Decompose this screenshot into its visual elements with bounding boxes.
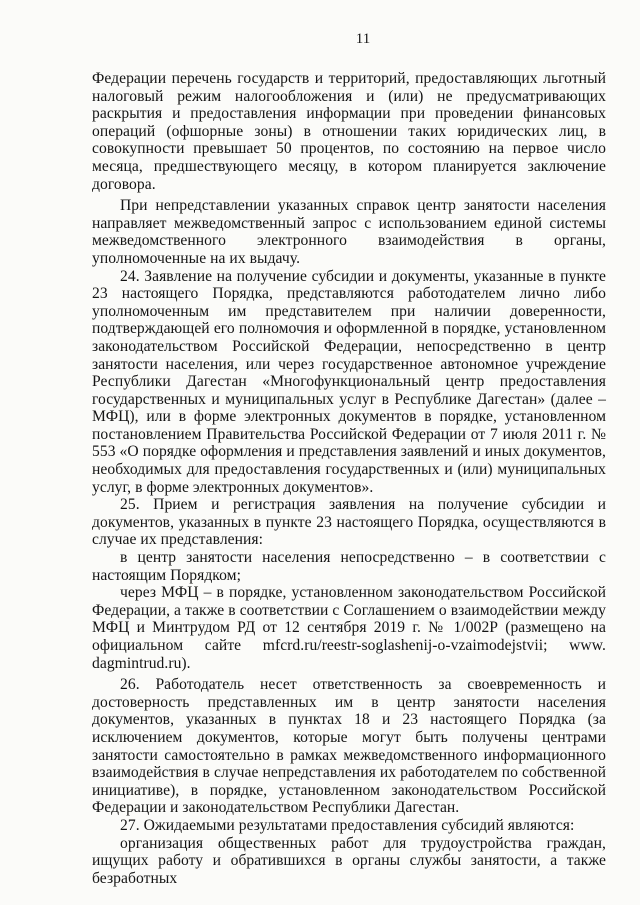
paragraph-interagency-request: При непредставлении указанных справок центр занятости населения направляет межведомственный запрос с использованием единой системы межведомственного электронного взаимодействия в органы, уполномоченные на их выдачу. bbox=[92, 197, 606, 267]
paragraph-item-27-public-works: организация общественных работ для трудоустройства граждан, ищущих работу и обратившихся в органы службы занятости, а также безработных bbox=[92, 834, 606, 887]
paragraph-item-24: 24. Заявление на получение субсидии и документы, указанные в пункте 23 настоящего Порядка, представляются работодателем лично либо уполномоченным им представителем при наличии доверенности, подтверждающей его полномочия и оформленной в порядке, установленном законодательством Российской Федерации, непосредственно в центр занятости населения, или через государственное автономное учреждение Республики Дагестан «Многофункциональный центр предоставления государственных и муниципальных услуг в Республике Дагестан» (далее – МФЦ), или в форме электронных документов в порядке, установленном постановлением Правительства Российской Федерации от 7 июля 2011 г. № 553 «О порядке оформления и представления заявлений и иных документов, необходимых для предоставления государственных и (или) муниципальных услуг, в форме электронных документов». bbox=[92, 267, 606, 496]
page-number: 11 bbox=[355, 31, 371, 47]
paragraph-item-25: 25. Прием и регистрация заявления на получение субсидии и документов, указанных в пункте 23 настоящего Порядка, осуществляются в случае их представления: bbox=[92, 496, 606, 549]
paragraph-continuation: Федерации перечень государств и территорий, предоставляющих льготный налоговый режим налогообложения и (или) не предусматривающих раскрытия и предоставления информации при проведении финансовых операций (офшорные зоны) в отношении таких юридических лиц, в совокупности превышает 50 процентов, по состоянию на первое число месяца, предшествующего месяцу, в котором планируется заключение договора. bbox=[92, 70, 606, 193]
paragraph-item-25-employment-center: в центр занятости населения непосредственно – в соответствии с настоящим Порядком; bbox=[92, 549, 606, 584]
paragraph-item-27: 27. Ожидаемыми результатами предоставления субсидий являются: bbox=[120, 816, 575, 834]
paragraph-item-25-mfc: через МФЦ – в порядке, установленном законодательством Российской Федерации, а также в соответствии с Соглашением о взаимодействии между МФЦ и Минтрудом РД от 12 сентября 2019 г. № 1/002Р (размещено на официальном сайте mfcrd.ru/reestr-soglashenij-o-vzaimodejstvii; www. dagmintrud.ru). bbox=[92, 584, 606, 672]
paragraph-item-26: 26. Работодатель несет ответственность за своевременность и достоверность представленных им в центр занятости населения документов, указанных в пунктах 18 и 23 настоящего Порядка (за исключением документов, которые могут быть получены центрами занятости самостоятельно в рамках межведомственного информационного взаимодействия в случае непредставления их работодателем по собственной инициативе), в порядке, установленном законодательством Российской Федерации и законодательством Республики Дагестан. bbox=[92, 676, 606, 817]
